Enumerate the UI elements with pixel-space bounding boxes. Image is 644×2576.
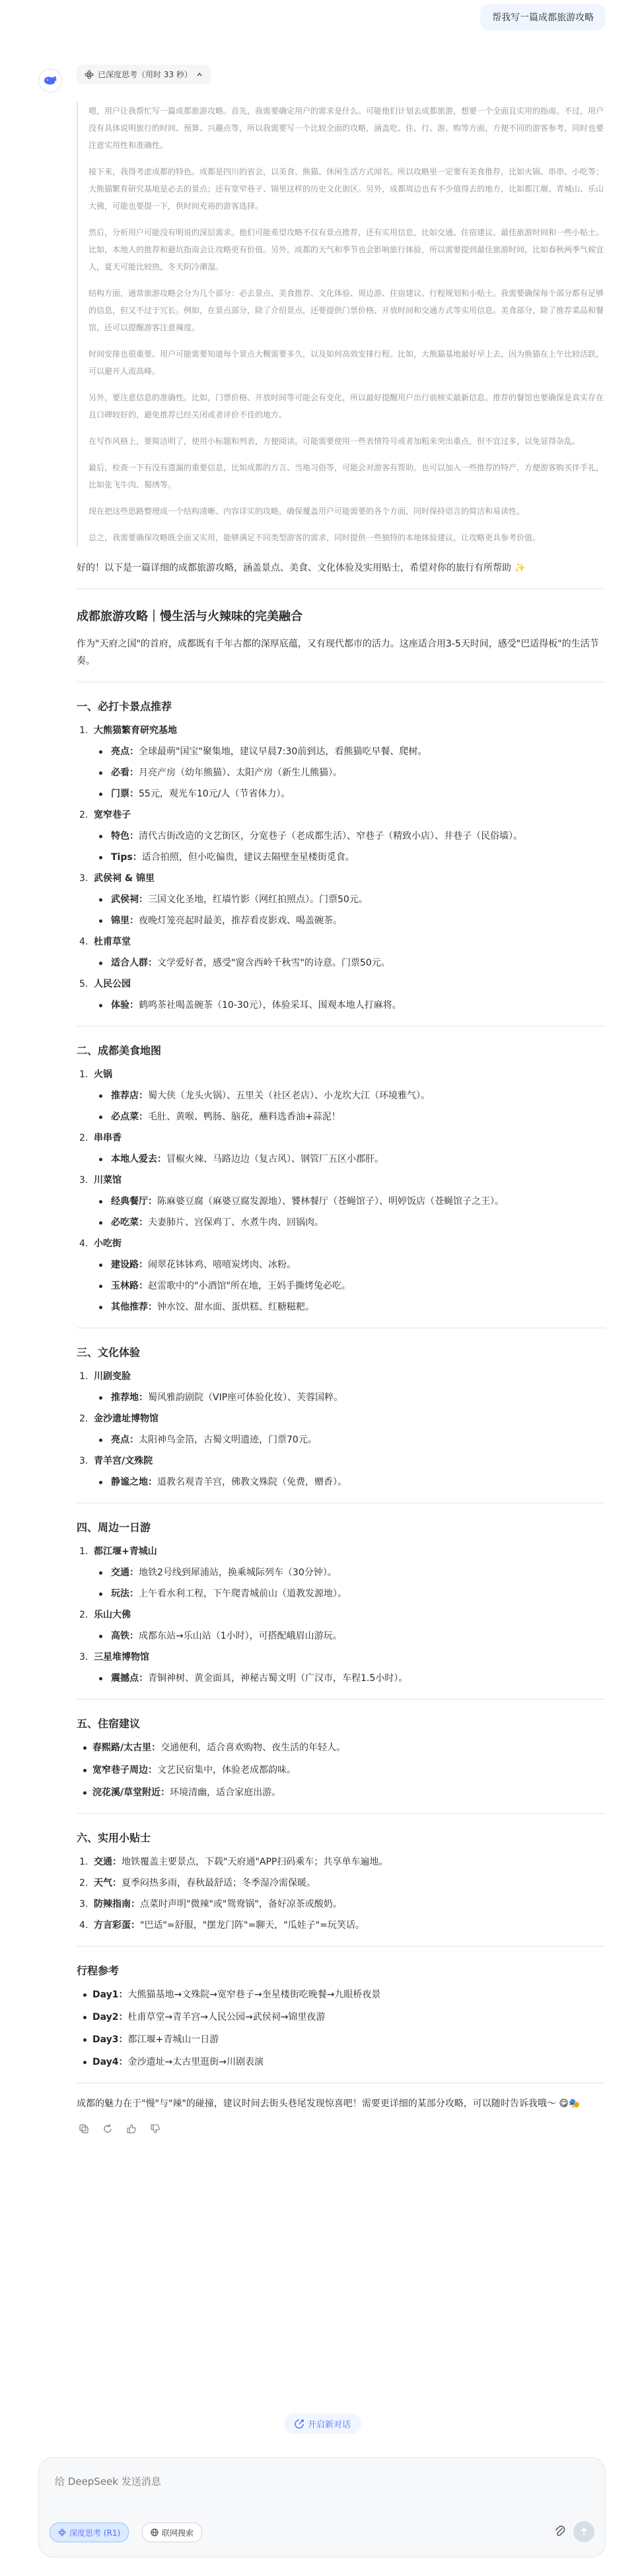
think-toggle-label: 已深度思考（用时 33 秒） (98, 70, 192, 79)
item-title: 杜甫草堂 (94, 937, 131, 947)
food-list (77, 1066, 605, 1316)
answer-outro: 成都的魅力在于"慢"与"辣"的碰撞，建议时间去街头巷尾发现惊喜吧！需要更详细的某部分攻略，可以随时告诉我哦～ 😋🎭 (77, 2098, 581, 2109)
section-heading: 四、周边一日游 (77, 1521, 151, 1534)
list-item: 2. 天气：夏季闷热多雨，春秋最舒适；冬季湿冷需保暖。 (79, 1878, 316, 1888)
sub-item: 建设路：闹翠花钵钵鸡、嘻嘻炭烤肉、冰粉。 (108, 1256, 605, 1273)
item-title: 宽窄巷子 (94, 810, 131, 820)
sub-item: 锦里：夜晚灯笼亮起时最美，推荐看皮影戏、喝盖碗茶。 (108, 912, 605, 929)
user-message-row (480, 4, 606, 30)
list-item: 4. 方言彩蛋："巴适"=舒服，"摆龙门阵"=聊天，"瓜娃子"=玩笑话。 (79, 1920, 365, 1931)
new-chat-label: 开启新对话 (308, 2420, 351, 2430)
arrow-up-icon (579, 2527, 589, 2536)
lodging-list (77, 1739, 605, 1801)
sub-item: 体验：鹤鸣茶社喝盖碗茶（10-30元），体验采耳、围观本地人打麻将。 (108, 997, 605, 1014)
answer-body (77, 559, 605, 2136)
list-item: 1. 大熊猫繁育研究基地 亮点：全球最萌"国宝"聚集地，建议早晨7:30前到达，看熊猫吃早餐、爬树。 必看：月亮产房（幼年熊猫）、太阳产房（新生儿熊猫）。 门票：55元，观光车10元/人（节省体力）。 (77, 722, 605, 803)
section-heading: 五、住宿建议 (77, 1717, 141, 1730)
send-button[interactable] (573, 2521, 594, 2542)
sub-item: 静谧之地：道教名观青羊宫，佛教文殊院（免费，赠香）。 (108, 1474, 605, 1491)
divider (77, 1813, 605, 1814)
sub-item: 特色：清代古街改造的文艺街区，分宽巷子（老成都生活）、窄巷子（精致小店）、井巷子（民俗墙）。 (108, 828, 605, 845)
sub-item: 亮点：全球最萌"国宝"聚集地，建议早晨7:30前到达，看熊猫吃早餐、爬树。 (108, 743, 605, 760)
list-item: 1. 都江堰+青城山 交通：地铁2号线到犀浦站，换乘城际列车（30分钟）。 玩法：上午看水利工程，下午爬青城前山（道教发源地）。 (77, 1543, 605, 1602)
answer-lead: 作为"天府之国"的首府，成都既有千年古都的深厚底蕴，又有现代都市的活力。这座适合用3-5天时间，感受"巴适得板"的生活节奏。 (77, 639, 599, 666)
list-item: 2. 金沙遗址博物馆 亮点：太阳神鸟金箔，古蜀文明遗迹，门票70元。 (77, 1410, 605, 1449)
sub-item: 其他推荐：钟水饺、甜水面、蛋烘糕、红糖糍粑。 (108, 1299, 605, 1316)
item-title: 火锅 (94, 1069, 112, 1080)
regenerate-icon[interactable] (100, 2122, 115, 2136)
list-item: 春熙路/太古里：交通便利，适合喜欢购物、夜生活的年轻人。 (92, 1739, 605, 1756)
daytrip-list (77, 1543, 605, 1687)
section-heading: 三、文化体验 (77, 1346, 141, 1359)
culture-list (77, 1368, 605, 1491)
user-message: 帮我写一篇成都旅游攻略 (480, 4, 606, 30)
new-chat-button[interactable] (284, 2414, 361, 2434)
message-input-box (38, 2457, 606, 2558)
deep-think-toggle[interactable] (50, 2522, 129, 2542)
item-title: 青羊宫/文殊院 (94, 1456, 153, 1466)
sub-item: 必点菜：毛肚、黄喉、鸭肠、脑花，蘸料选香油+蒜泥！ (108, 1108, 605, 1126)
list-item: Day1：大熊猫基地→文殊院→宽窄巷子→奎星楼街吃晚餐→九眼桥夜景 (92, 1986, 605, 2003)
web-search-label: 联网搜索 (162, 2528, 194, 2538)
thumbs-down-icon[interactable] (148, 2122, 162, 2136)
think-content (77, 102, 605, 546)
think-paragraph: 然后，分析用户可能没有明说的深层需求。他们可能希望攻略不仅有景点推荐，还有实用信息，比如交通、住宿建议、最佳旅游时间和一些小贴士。比如，本地人的推荐和避坑指南会让攻略更有价值。另外，成都的天气和季节也会影响旅行体验，所以需要提到最佳旅游时间，比如春秋两季气候宜人，夏天可能比较热，冬天阴冷潮湿。 (89, 228, 604, 271)
whale-logo-icon (43, 75, 57, 86)
list-item: 1. 交通：地铁覆盖主要景点，下载"天府通"APP扫码乘车；共享单车遍地。 (79, 1857, 388, 1867)
sub-item: 本地人爱去：冒椒火辣、马路边边（复古风）、钢管厂五区小郡肝。 (108, 1151, 605, 1168)
atom-icon (85, 70, 94, 79)
list-item: Day2：杜甫草堂→青羊宫→人民公园→武侯祠→锦里夜游 (92, 2009, 605, 2026)
list-item: Day4：金沙遗址→太古里逛街→川剧表演 (92, 2054, 605, 2071)
divider (77, 1946, 605, 1947)
answer-title: 成都旅游攻略｜慢生活与火辣味的完美融合 (77, 610, 303, 624)
think-paragraph: 另外，要注意信息的准确性。比如，门票价格、开放时间等可能会有变化，所以最好提醒用户出行前核实最新信息。推荐的餐馆也要确保是真实存在且口碑较好的，避免推荐已经关闭或者评价不佳的地方。 (89, 393, 604, 419)
sub-item: 玉林路：赵雷歌中的"小酒馆"所在地，王妈手撕烤兔必吃。 (108, 1277, 605, 1295)
list-item: Day3：都江堰+青城山一日游 (92, 2031, 605, 2048)
item-title: 金沙遗址博物馆 (94, 1413, 159, 1424)
sub-item: 推荐地：蜀风雅韵剧院（VIP座可体验化妆）、芙蓉国粹。 (108, 1389, 605, 1406)
list-item: 4. 小吃街 建设路：闹翠花钵钵鸡、嘻嘻炭烤肉、冰粉。 玉林路：赵雷歌中的"小酒馆"所在地，王妈手撕烤兔必吃。 其他推荐：钟水饺、甜水面、蛋烘糕、红糖糍粑。 (77, 1235, 605, 1316)
section-heading: 六、实用小贴士 (77, 1832, 151, 1844)
list-item: 2. 乐山大佛 高铁：成都东站→乐山站（1小时），可搭配峨眉山游玩。 (77, 1606, 605, 1645)
think-paragraph: 结构方面，通常旅游攻略会分为几个部分：必去景点、美食推荐、文化体验、周边游、住宿建议、行程规划和小贴士。我需要确保每个部分都有足够的信息，但又不过于冗长。例如，在景点部分，除了介绍景点，还要提供门票价格、开放时间和交通方式等实用信息。美食部分，除了推荐菜品和餐馆，还可以提醒游客注意辣度。 (89, 289, 604, 332)
list-item: 浣花溪/草堂附近：环境清幽，适合家庭出游。 (92, 1784, 605, 1801)
globe-icon (151, 2528, 159, 2536)
list-item: 3. 三星堆博物馆 震撼点：青铜神树、黄金面具，神秘古蜀文明（广汉市，车程1.5小时）。 (77, 1649, 605, 1687)
sub-item: 必吃菜：夫妻肺片、宫保鸡丁、水煮牛肉、回锅肉。 (108, 1214, 605, 1231)
section-heading: 行程参考 (77, 1964, 120, 1977)
item-title: 人民公园 (94, 979, 131, 989)
list-item: 3. 青羊宫/文殊院 静谧之地：道教名观青羊宫，佛教文殊院（免费，赠香）。 (77, 1452, 605, 1491)
sub-item: 交通：地铁2号线到犀浦站，换乘城际列车（30分钟）。 (108, 1564, 605, 1581)
sub-item: 高铁：成都东站→乐山站（1小时），可搭配峨眉山游玩。 (108, 1628, 605, 1645)
think-paragraph: 在写作风格上，要简洁明了，使用小标题和列表，方便阅读。可能需要使用一些表情符号或者加粗来突出重点，但不宜过多，以免显得杂乱。 (89, 437, 581, 446)
message-input[interactable] (54, 2475, 519, 2488)
think-paragraph: 接下来，我得考虑成都的特色。成都是四川的省会，以美食、熊猫、休闲生活方式闻名。所以攻略里一定要有美食推荐，比如火锅、串串、小吃等；大熊猫繁育研究基地是必去的景点；还有宽窄巷子、锦里这样的历史文化街区。另外，成都周边也有不少值得去的地方，比如都江堰、青城山、乐山大佛，可能也要提一下，供时间充裕的游客选择。 (89, 167, 604, 211)
item-title: 武侯祠 & 锦里 (94, 873, 155, 884)
item-title: 串串香 (94, 1133, 122, 1143)
list-item: 3. 川菜馆 经典餐厅：陈麻婆豆腐（麻婆豆腐发源地）、饕林餐厅（苍蝇馆子）、明婷饭店（苍蝇馆子之王）。 必吃菜：夫妻肺片、宫保鸡丁、水煮牛肉、回锅肉。 (77, 1172, 605, 1231)
item-title: 都江堰+青城山 (94, 1546, 157, 1557)
list-item: 1. 川剧变脸 推荐地：蜀风雅韵剧院（VIP座可体验化妆）、芙蓉国粹。 (77, 1368, 605, 1406)
sub-item: 推荐店：蜀大侠（龙头火锅）、五里关（社区老店）、小龙坎大江（环境雅气）。 (108, 1087, 605, 1104)
sub-item: 亮点：太阳神鸟金箔，古蜀文明遗迹，门票70元。 (108, 1431, 605, 1449)
sub-item: 震撼点：青铜神树、黄金面具，神秘古蜀文明（广汉市，车程1.5小时）。 (108, 1670, 605, 1687)
think-toggle-button[interactable] (77, 65, 211, 84)
message-actions (77, 2122, 605, 2136)
copy-icon[interactable] (77, 2122, 91, 2136)
item-title: 三星堆博物馆 (94, 1652, 149, 1663)
attractions-list (77, 722, 605, 1014)
sub-item: 玩法：上午看水利工程，下午爬青城前山（道教发源地）。 (108, 1585, 605, 1602)
answer-intro: 好的！以下是一篇详细的成都旅游攻略，涵盖景点、美食、文化体验及实用贴士，希望对你的旅行有所帮助 ✨ (77, 563, 526, 573)
itinerary-list (77, 1986, 605, 2071)
list-item: 3. 武侯祠 & 锦里 武侯祠：三国文化圣地，红墙竹影（网红拍照点）。门票50元。 锦里：夜晚灯笼亮起时最美，推荐看皮影戏、喝盖碗茶。 (77, 870, 605, 929)
section-heading: 一、必打卡景点推荐 (77, 700, 172, 713)
paperclip-icon[interactable] (554, 2524, 565, 2541)
think-paragraph: 总之，我需要确保攻略既全面又实用，能够满足不同类型游客的需求，同时提供一些独特的本地体验建议，让攻略更具参考价值。 (89, 533, 541, 542)
tips-list (77, 1853, 605, 1934)
list-item: 3. 防辣指南：点菜时声明"微辣"或"鸳鸯锅"，备好凉茶或酸奶。 (79, 1899, 342, 1910)
atom-icon (58, 2528, 66, 2536)
deepseek-avatar (38, 69, 62, 92)
item-title: 小吃街 (94, 1238, 122, 1249)
chevron-up-icon (196, 71, 203, 78)
sub-item: 必看：月亮产房（幼年熊猫）、太阳产房（新生儿熊猫）。 (108, 764, 605, 781)
think-paragraph: 时间安排也很重要。用户可能需要知道每个景点大概需要多久，以及如何高效安排行程。比如，大熊猫基地最好早上去，因为熊猫在上午比较活跃，可以避开人流高峰。 (89, 349, 604, 376)
list-item: 2. 宽窄巷子 特色：清代古街改造的文艺街区，分宽巷子（老成都生活）、窄巷子（精致小店）、井巷子（民俗墙）。 Tips：适合拍照，但小吃偏贵，建议去隔壁奎星楼街觅食。 (77, 806, 605, 866)
section-heading: 二、成都美食地图 (77, 1044, 162, 1057)
item-title: 川菜馆 (94, 1175, 122, 1186)
list-item: 1. 火锅 推荐店：蜀大侠（龙头火锅）、五里关（社区老店）、小龙坎大江（环境雅气）。 必点菜：毛肚、黄喉、鸭肠、脑花，蘸料选香油+蒜泥！ (77, 1066, 605, 1126)
assistant-message (77, 65, 605, 2136)
list-item: 5. 人民公园 体验：鹤鸣茶社喝盖碗茶（10-30元），体验采耳、围观本地人打麻将。 (77, 976, 605, 1014)
new-chat-icon (295, 2419, 304, 2429)
item-title: 川剧变脸 (94, 1371, 131, 1382)
think-paragraph: 现在把这些思路整理成一个结构清晰、内容详实的攻略，确保覆盖用户可能需要的各个方面，同时保持语言的简洁和易读性。 (89, 507, 525, 516)
item-title: 乐山大佛 (94, 1610, 131, 1620)
sub-item: 武侯祠：三国文化圣地，红墙竹影（网红拍照点）。门票50元。 (108, 891, 605, 908)
web-search-toggle[interactable] (142, 2522, 202, 2542)
thumbs-up-icon[interactable] (124, 2122, 139, 2136)
sub-item: 适合人群：文学爱好者，感受"窗含西岭千秋雪"的诗意。门票50元。 (108, 954, 605, 972)
think-paragraph: 嗯，用户让我帮忙写一篇成都旅游攻略。首先，我需要确定用户的需求是什么。可能他们计划去成都旅游，想要一个全面且实用的指南。不过，用户没有具体说明旅行的时间、预算、兴趣点等，所以我需要写一个比较全面的攻略，涵盖吃、住、行、游、购等方面，方便不同的游客参考，同时也要注意实用性和准确性。 (89, 106, 604, 150)
deep-think-label: 深度思考 (R1) (69, 2528, 121, 2538)
list-item: 4. 杜甫草堂 适合人群：文学爱好者，感受"窗含西岭千秋雪"的诗意。门票50元。 (77, 933, 605, 972)
sub-item: 经典餐厅：陈麻婆豆腐（麻婆豆腐发源地）、饕林餐厅（苍蝇馆子）、明婷饭店（苍蝇馆子之王）。 (108, 1193, 605, 1210)
item-title: 大熊猫繁育研究基地 (94, 725, 177, 736)
sub-item: Tips：适合拍照，但小吃偏贵，建议去隔壁奎星楼街觅食。 (108, 849, 605, 866)
think-paragraph: 最后，检查一下有没有遗漏的重要信息，比如成都的方言、当地习俗等，可能会对游客有帮助。也可以加入一些推荐的特产，方便游客购买伴手礼，比如张飞牛肉、蜀绣等。 (89, 463, 604, 489)
list-item: 2. 串串香 本地人爱去：冒椒火辣、马路边边（复古风）、钢管厂五区小郡肝。 (77, 1129, 605, 1168)
list-item: 宽窄巷子周边：文艺民宿集中，体验老成都韵味。 (92, 1762, 605, 1779)
sub-item: 门票：55元，观光车10元/人（节省体力）。 (108, 785, 605, 803)
